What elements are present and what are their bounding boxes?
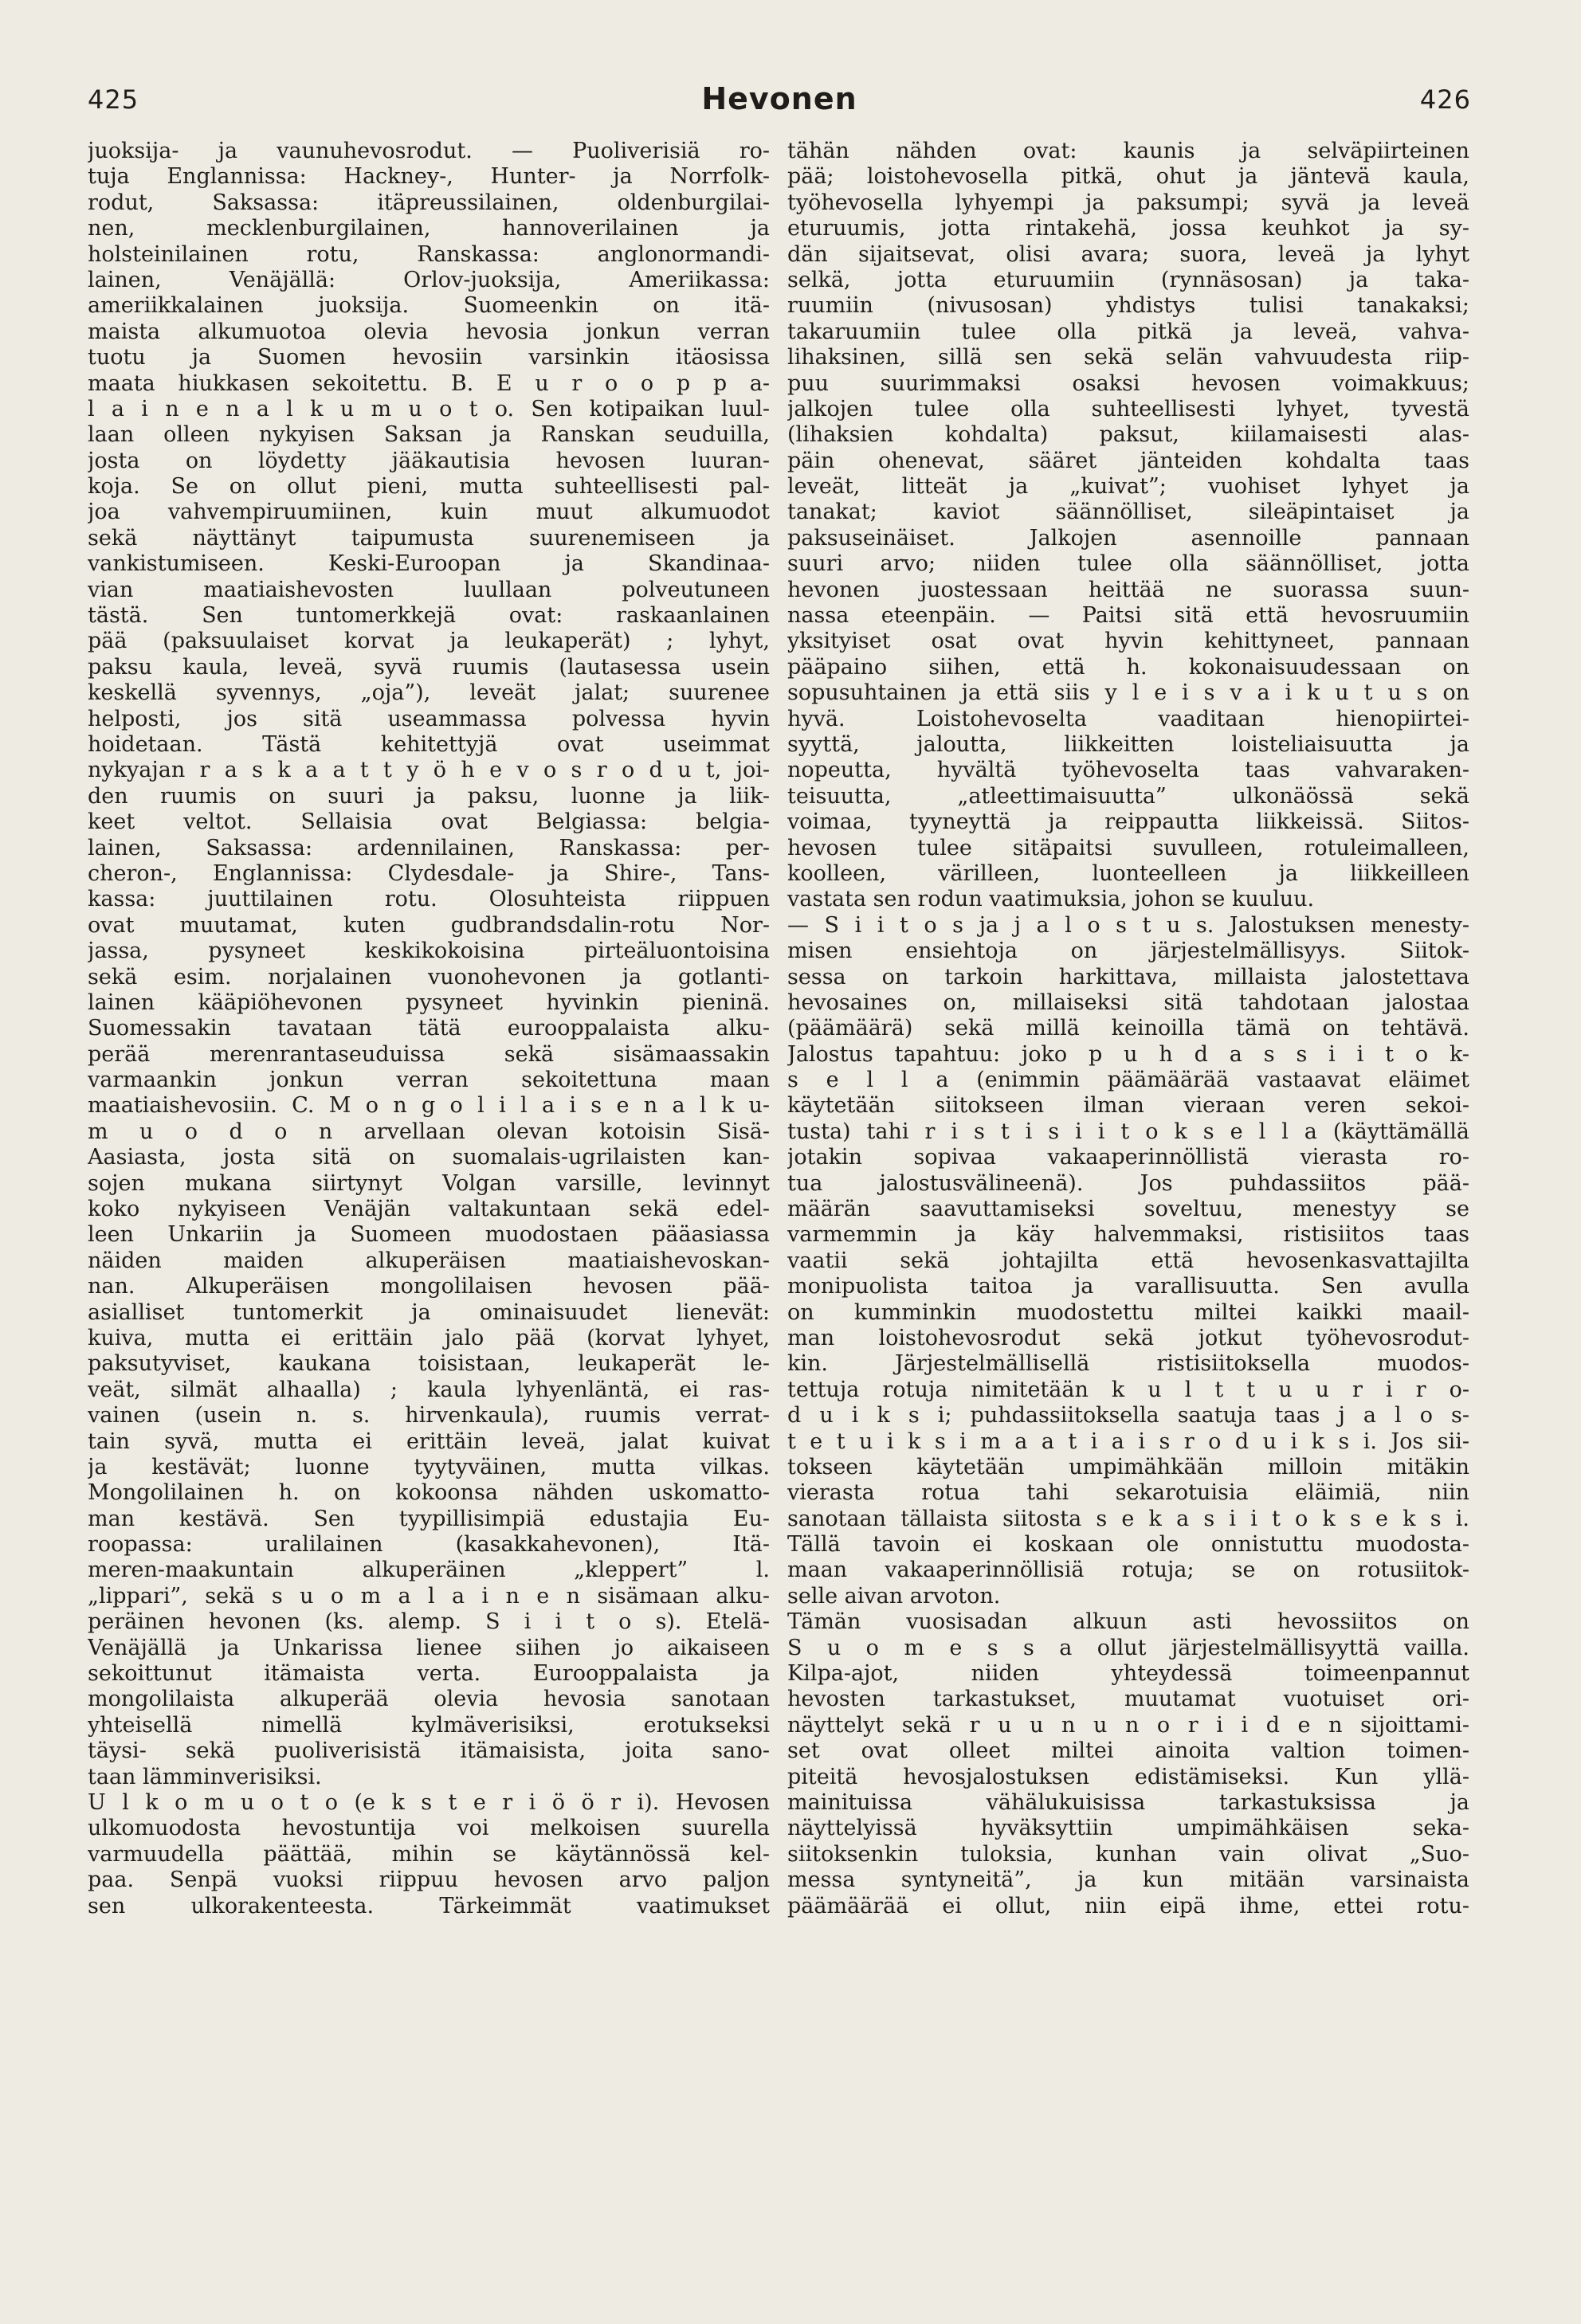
text-line: piteitä hevosjalostuksen edistämiseksi. Kun yllä- bbox=[787, 1764, 1469, 1789]
text-line: nopeutta, hyvältä työhevoselta taas vahvaraken- bbox=[787, 758, 1469, 783]
text-line: ulkomuodosta hevostuntija voi melkoisen suurella bbox=[88, 1816, 770, 1841]
text-line: keskellä syvennys, „oja”), leveät jalat; suurenee bbox=[88, 680, 770, 706]
text-line: dän sijaitsevat, olisi avara; suora, leveä ja lyhyt bbox=[787, 241, 1469, 267]
text-line: tokseen käytetään umpimähkään milloin mitäkin bbox=[787, 1454, 1469, 1479]
text-line: pääpaino siihen, että h. kokonaisuudessaan on bbox=[787, 654, 1469, 680]
text-line: cheron-, Englannissa: Clydesdale- ja Shire-, Tans- bbox=[88, 860, 770, 886]
text-line: koolleen, värilleen, luonteelleen ja liikkeilleen bbox=[787, 860, 1469, 886]
text-line: jassa, pysyneet keskikokoisina pirteäluontoisina bbox=[88, 939, 770, 964]
text-line: joa vahvempiruumiinen, kuin muut alkumuodot bbox=[88, 500, 770, 525]
text-line: koko nykyiseen Venäjän valtakuntaan sekä edel- bbox=[88, 1197, 770, 1222]
text-line: hevonen juostessaan heittää ne suorassa suun- bbox=[787, 577, 1469, 602]
text-line: s e l l a (enimmin päämäärää vastaavat eläimet bbox=[787, 1068, 1469, 1093]
text-line: Tämän vuosisadan alkuun asti hevossiitos on bbox=[787, 1609, 1469, 1635]
text-line: tuja Englannissa: Hackney-, Hunter- ja Norrfolk- bbox=[88, 164, 770, 190]
text-line: leen Unkariin ja Suomeen muodostaen pääasiassa bbox=[88, 1222, 770, 1248]
text-line: Venäjällä ja Unkarissa lienee siihen jo aikaiseen bbox=[88, 1635, 770, 1660]
text-line: roopassa: uralilainen (kasakkahevonen), Itä- bbox=[88, 1532, 770, 1558]
text-line: sessa on tarkoin harkittava, millaista jalostettava bbox=[787, 964, 1469, 990]
text-line: mongolilaista alkuperää olevia hevosia sanotaan bbox=[88, 1687, 770, 1712]
text-line: pää; loistohevosella pitkä, ohut ja jäntevä kaula, bbox=[787, 164, 1469, 190]
text-line: nan. Alkuperäisen mongolilaisen hevosen pää- bbox=[88, 1274, 770, 1299]
text-line: työhevosella lyhyempi ja paksumpi; syvä ja leveä bbox=[787, 190, 1469, 215]
text-line: tästä. Sen tuntomerkkejä ovat: raskaanlainen bbox=[88, 603, 770, 629]
text-line: koja. Se on ollut pieni, mutta suhteellisesti pal- bbox=[88, 474, 770, 500]
text-line: den ruumis on suuri ja paksu, luonne ja liik- bbox=[88, 783, 770, 809]
text-line: vian maatiaishevosten luullaan polveutuneen bbox=[88, 577, 770, 602]
text-line: ja kestävät; luonne tyytyväinen, mutta vilkas. bbox=[88, 1454, 770, 1479]
text-line: siitoksenkin tuloksia, kunhan vain olivat „Suo- bbox=[787, 1841, 1469, 1867]
text-line: nassa eteenpäin. — Paitsi sitä että hevosruumiin bbox=[787, 603, 1469, 629]
left-text-column bbox=[88, 139, 770, 1919]
text-line: juoksija- ja vaunuhevosrodut. — Puoliverisiä ro- bbox=[88, 139, 770, 163]
text-line: yhteisellä nimellä kylmäverisiksi, erotukseksi bbox=[88, 1712, 770, 1738]
page-number-left: 425 bbox=[88, 84, 139, 115]
text-line: monipuolista taitoa ja varallisuutta. Sen avulla bbox=[787, 1274, 1469, 1299]
text-line: nen, mecklenburgilainen, hannoverilainen ja bbox=[88, 216, 770, 241]
text-line: paa. Senpä vuoksi riippuu hevosen arvo paljon bbox=[88, 1867, 770, 1893]
text-line: maatiaishevosiin. C. M o n g o l i l a i s e n a l k u- bbox=[88, 1093, 770, 1119]
text-line: (lihaksien kohdalta) paksut, kiilamaisesti alas- bbox=[787, 422, 1469, 448]
text-line: pää (paksuulaiset korvat ja leukaperät) ; lyhyt, bbox=[88, 629, 770, 654]
text-line: Jalostus tapahtuu: joko p u h d a s s i i t o k- bbox=[787, 1041, 1469, 1067]
text-line: hevosaines on, millaiseksi sitä tahdotaan jalostaa bbox=[787, 990, 1469, 1015]
text-line: man loistohevosrodut sekä jotkut työhevosrodut- bbox=[787, 1325, 1469, 1350]
text-line: nykyajan r a s k a a t t y ö h e v o s r o d u t, joi- bbox=[88, 758, 770, 783]
text-line: josta on löydetty jääkautisia hevosen luuran- bbox=[88, 448, 770, 473]
text-line: d u i k s i; puhdassiitoksella saatuja taas j a l o s- bbox=[787, 1403, 1469, 1428]
text-line: veät, silmät alhaalla) ; kaula lyhyenläntä, ei ras- bbox=[88, 1377, 770, 1402]
text-line: näyttelyissä hyväksyttiin umpimähkäisen seka- bbox=[787, 1816, 1469, 1841]
text-line: m u o d o n arvellaan olevan kotoisin Sisä- bbox=[88, 1119, 770, 1144]
text-line: lainen, Saksassa: ardennilainen, Ranskassa: per- bbox=[88, 835, 770, 860]
text-line: S u o m e s s a ollut järjestelmällisyyttä vailla. bbox=[787, 1635, 1469, 1660]
text-line: maista alkumuotoa olevia hevosia jonkun verran bbox=[88, 319, 770, 344]
text-line: taan lämminverisiksi. bbox=[88, 1764, 322, 1789]
text-line: Suomessakin tavataan tätä eurooppalaista alku- bbox=[88, 1016, 770, 1041]
text-line: peräinen hevonen (ks. alemp. S i i t o s). Etelä- bbox=[88, 1609, 770, 1635]
text-line: varmaankin jonkun verran sekoitettuna maan bbox=[88, 1068, 770, 1093]
text-line: tuotu ja Suomen hevosiin varsinkin itäosissa bbox=[88, 345, 770, 370]
text-line: l a i n e n a l k u m u o t o. Sen kotipaikan luul- bbox=[88, 396, 770, 421]
text-line: man kestävä. Sen tyypillisimpiä edustajia Eu- bbox=[88, 1506, 770, 1531]
text-line: Aasiasta, josta sitä on suomalais-ugrilaisten kan- bbox=[88, 1145, 770, 1170]
text-line: kuiva, mutta ei erittäin jalo pää (korvat lyhyet, bbox=[88, 1325, 770, 1350]
text-line: sojen mukana siirtynyt Volgan varsille, levinnyt bbox=[88, 1170, 770, 1196]
text-line: tähän nähden ovat: kaunis ja selväpiirteinen bbox=[787, 139, 1469, 163]
text-line: lainen kääpiöhevonen pysyneet hyvinkin pieninä. bbox=[88, 990, 770, 1015]
text-line: maan vakaaperinnöllisiä rotuja; se on rotusiitok- bbox=[787, 1558, 1469, 1583]
text-line: ameriikkalainen juoksija. Suomeenkin on itä- bbox=[88, 293, 770, 319]
text-line: vierasta rotua tahi sekarotuisia eläimiä, niin bbox=[787, 1480, 1469, 1506]
text-line: — S i i t o s ja j a l o s t u s. Jalostuksen menesty- bbox=[787, 912, 1469, 938]
text-line: ruumiin (nivusosan) yhdistys tulisi tanakaksi; bbox=[787, 293, 1469, 319]
text-line: misen ensiehtoja on järjestelmällisyys. Siitok- bbox=[787, 939, 1469, 964]
text-line: yksityiset osat ovat hyvin kehittyneet, pannaan bbox=[787, 629, 1469, 654]
text-line: sekoittunut itämaista verta. Eurooppalaista ja bbox=[88, 1661, 770, 1687]
text-line: jalkojen tulee olla suhteellisesti lyhyet, tyvestä bbox=[787, 396, 1469, 421]
text-line: rodut, Saksassa: itäpreussilainen, oldenburgilai- bbox=[88, 190, 770, 215]
text-line: asialliset tuntomerkit ja ominaisuudet lienevät: bbox=[88, 1299, 770, 1325]
text-line: voimaa, tyyneyttä ja reippautta liikkeissä. Siitos- bbox=[787, 809, 1469, 835]
text-line: helposti, jos sitä useammassa polvessa hyvin bbox=[88, 706, 770, 731]
text-line: vaatii sekä johtajilta että hevosenkasvattajilta bbox=[787, 1248, 1469, 1273]
text-line: on kumminkin muodostettu miltei kaikki maail- bbox=[787, 1299, 1469, 1325]
text-line: laan olleen nykyisen Saksan ja Ranskan seuduilla, bbox=[88, 422, 770, 448]
text-line: käytetään siitokseen ilman vieraan veren sekoi- bbox=[787, 1093, 1469, 1119]
text-line: holsteinilainen rotu, Ranskassa: anglonormandi- bbox=[88, 241, 770, 267]
text-line: eturuumis, jotta rintakehä, jossa keuhkot ja sy- bbox=[787, 216, 1469, 241]
text-line: sekä esim. norjalainen vuonohevonen ja gotlanti- bbox=[88, 964, 770, 990]
text-line: sekä näyttänyt taipumusta suurenemiseen ja bbox=[88, 525, 770, 551]
text-line: näyttelyt sekä r u u n u n o r i i d e n sijoittami- bbox=[787, 1712, 1469, 1738]
text-line: set ovat olleet miltei ainoita valtion toimen- bbox=[787, 1738, 1469, 1764]
text-line: meren-maakuntain alkuperäinen „kleppert” l. bbox=[88, 1558, 770, 1583]
text-line: teisuutta, „atleettimaisuutta” ulkonäössä sekä bbox=[787, 783, 1469, 809]
page-header bbox=[88, 81, 1471, 124]
text-line: hevosen tulee sitäpaitsi suvulleen, rotuleimalleen, bbox=[787, 835, 1469, 860]
text-line: maata hiukkasen sekoitettu. B. E u r o o p p a- bbox=[88, 370, 770, 396]
text-line: U l k o m u o t o (e k s t e r i ö ö r i). Hevosen bbox=[88, 1790, 770, 1815]
text-line: takaruumiin tulee olla pitkä ja leveä, vahva- bbox=[787, 319, 1469, 344]
text-line: vainen (usein n. s. hirvenkaula), ruumis verrat- bbox=[88, 1403, 770, 1428]
text-line: leveät, litteät ja „kuivat”; vuohiset lyhyet ja bbox=[787, 474, 1469, 500]
text-line: varmuudella päättää, mihin se käytännössä kel- bbox=[88, 1841, 770, 1867]
text-line: hevosten tarkastukset, muutamat vuotuiset ori- bbox=[787, 1687, 1469, 1712]
text-line: „lippari”, sekä s u o m a l a i n e n sisämaan alku- bbox=[88, 1583, 770, 1609]
text-line: vastata sen rodun vaatimuksia, johon se kuuluu. bbox=[787, 887, 1315, 912]
text-line: ovat muutamat, kuten gudbrandsdalin-rotu Nor- bbox=[88, 912, 770, 938]
text-line: tusta) tahi r i s t i s i i t o k s e l l a (käyttämällä bbox=[787, 1119, 1469, 1144]
text-line: näiden maiden alkuperäisen maatiaishevoskan- bbox=[88, 1248, 770, 1273]
text-line: selle aivan arvoton. bbox=[787, 1583, 1001, 1609]
text-line: jotakin sopivaa vakaaperinnöllistä vierasta ro- bbox=[787, 1145, 1469, 1170]
text-line: perää merenrantaseuduissa sekä sisämaassakin bbox=[88, 1041, 770, 1067]
text-line: vankistumiseen. Keski-Euroopan ja Skandinaa- bbox=[88, 551, 770, 577]
text-line: paksuseinäiset. Jalkojen asennoille pannaan bbox=[787, 525, 1469, 551]
text-line: lihaksinen, sillä sen sekä selän vahvuudesta riip- bbox=[787, 345, 1469, 370]
text-line: kin. Järjestelmällisellä ristisiitoksella muodos- bbox=[787, 1351, 1469, 1377]
text-line: paksu kaula, leveä, syvä ruumis (lautasessa usein bbox=[88, 654, 770, 680]
text-line: selkä, jotta eturuumiin (rynnäsosan) ja taka- bbox=[787, 267, 1469, 292]
text-line: päin ohenevat, sääret jänteiden kohdalta taas bbox=[787, 448, 1469, 473]
text-line: täysi- sekä puoliverisistä itämaisista, joita sano- bbox=[88, 1738, 770, 1764]
text-line: messa syntyneitä”, ja kun mitään varsinaista bbox=[787, 1867, 1469, 1893]
text-line: Mongolilainen h. on kokoonsa nähden uskomatto- bbox=[88, 1480, 770, 1506]
text-line: Tällä tavoin ei koskaan ole onnistuttu muodosta- bbox=[787, 1532, 1469, 1558]
text-line: tain syvä, mutta ei erittäin leveä, jalat kuivat bbox=[88, 1428, 770, 1454]
text-line: t e t u i k s i m a a t i a i s r o d u i k s i. Jos sii- bbox=[787, 1428, 1469, 1454]
text-line: hyvä. Loistohevoselta vaaditaan hienopiirtei- bbox=[787, 706, 1469, 731]
text-line: tettuja rotuja nimitetään k u l t t u u r i r o- bbox=[787, 1377, 1469, 1402]
text-line: keet veltot. Sellaisia ovat Belgiassa: belgia- bbox=[88, 809, 770, 835]
text-line: syyttä, jaloutta, liikkeitten loisteliaisuutta ja bbox=[787, 731, 1469, 757]
page-number-right: 426 bbox=[1419, 84, 1471, 115]
text-line: mainituissa vähälukuisissa tarkastuksissa ja bbox=[787, 1790, 1469, 1815]
text-line: hoidetaan. Tästä kehitettyjä ovat useimmat bbox=[88, 731, 770, 757]
text-line: paksutyviset, kaukana toisistaan, leukaperät le- bbox=[88, 1351, 770, 1377]
text-line: puu suurimmaksi osaksi hevosen voimakkuus; bbox=[787, 370, 1469, 396]
text-line: tua jalostusvälineenä). Jos puhdassiitos pää- bbox=[787, 1170, 1469, 1196]
running-title: Hevonen bbox=[701, 81, 857, 116]
text-line: suuri arvo; niiden tulee olla säännölliset, jotta bbox=[787, 551, 1469, 577]
text-line: (päämäärä) sekä millä keinoilla tämä on tehtävä. bbox=[787, 1016, 1469, 1041]
text-line: määrän saavuttamiseksi soveltuu, menestyy se bbox=[787, 1197, 1469, 1222]
text-line: kassa: juuttilainen rotu. Olosuhteista riippuen bbox=[88, 887, 770, 912]
right-text-column bbox=[787, 139, 1469, 1919]
text-line: varmemmin ja käy halvemmaksi, ristisiitos taas bbox=[787, 1222, 1469, 1248]
text-line: sopusuhtainen ja että siis y l e i s v a i k u t u s on bbox=[787, 680, 1469, 706]
text-line: päämäärää ei ollut, niin eipä ihme, ettei rotu- bbox=[787, 1893, 1469, 1918]
text-line: lainen, Venäjällä: Orlov-juoksija, Ameriikassa: bbox=[88, 267, 770, 292]
text-line: sen ulkorakenteesta. Tärkeimmät vaatimukset bbox=[88, 1893, 770, 1918]
text-line: tanakat; kaviot säännölliset, sileäpintaiset ja bbox=[787, 500, 1469, 525]
text-line: sanotaan tällaista siitosta s e k a s i i t o k s e k s i. bbox=[787, 1506, 1469, 1531]
text-line: Kilpa-ajot, niiden yhteydessä toimeenpannut bbox=[787, 1661, 1469, 1687]
